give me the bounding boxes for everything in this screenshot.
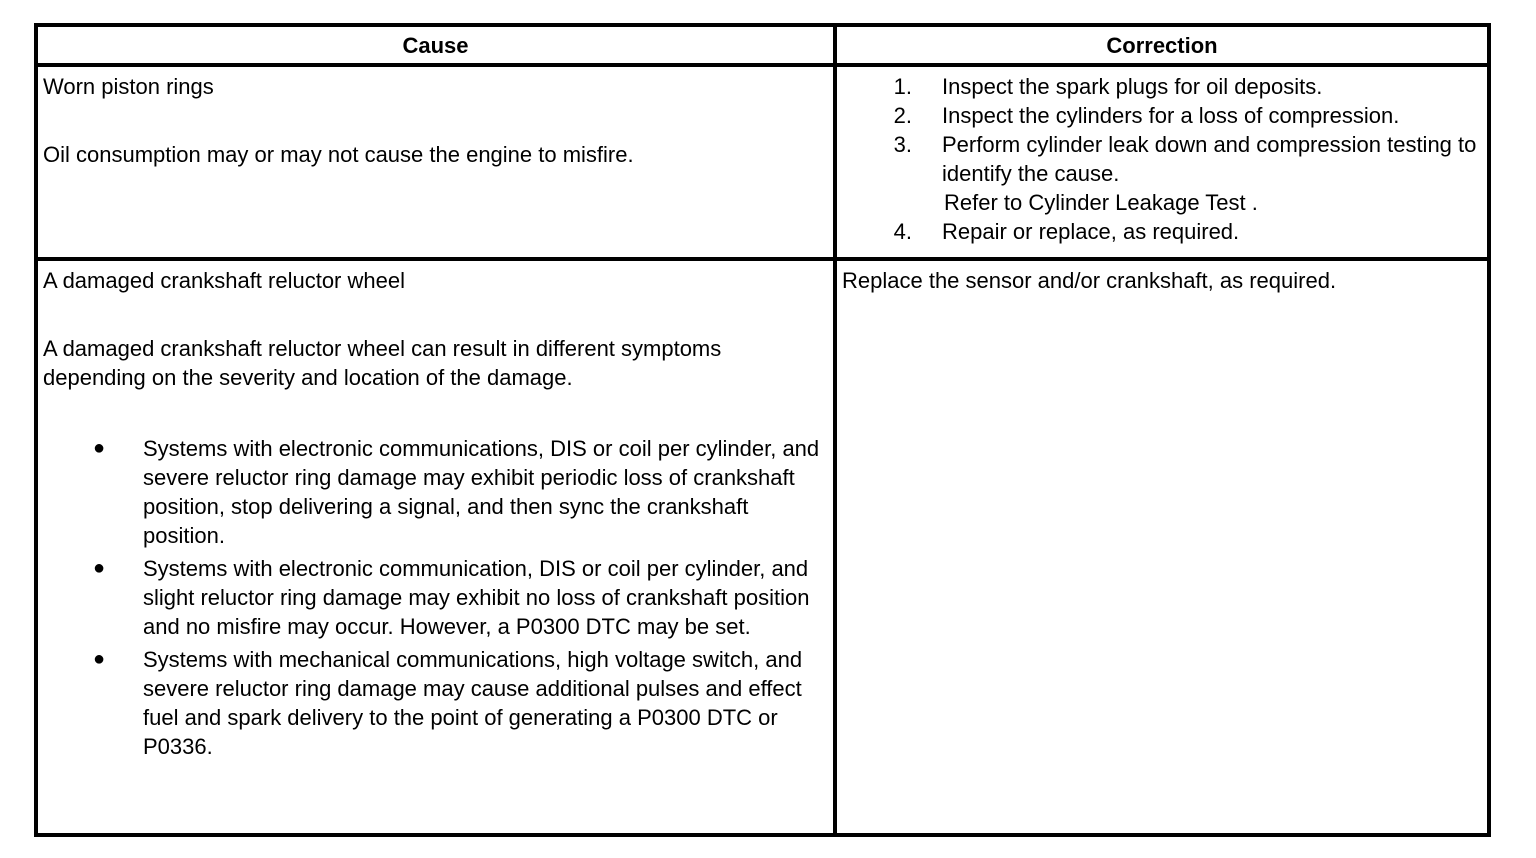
list-item: [837, 130, 1483, 188]
table-row: [36, 65, 1489, 259]
step-number: 2.: [893, 103, 912, 128]
bullet-icon: ●: [93, 557, 106, 579]
cause-title: Worn piston rings: [43, 74, 214, 99]
symptom-list: [43, 434, 829, 761]
list-item: [837, 72, 1483, 101]
cause-cell: [36, 65, 835, 259]
list-item: [43, 554, 829, 641]
bullet-icon: ●: [93, 437, 106, 459]
correction-cell: [835, 259, 1489, 835]
diagnostic-table: [34, 23, 1491, 837]
cause-cell: [36, 259, 835, 835]
correction-steps: [837, 72, 1483, 188]
cause-description: A damaged crankshaft reluctor wheel can result in different symptoms depending on the severity and location of the damage.: [43, 336, 722, 390]
header-correction: Correction: [835, 25, 1489, 65]
list-item: [43, 434, 829, 550]
step-number: 1.: [893, 74, 912, 99]
header-row: [36, 25, 1489, 65]
cause-title: A damaged crankshaft reluctor wheel: [43, 268, 405, 293]
list-item: [837, 217, 1483, 246]
step-number: 3.: [893, 132, 912, 157]
correction-text: Replace the sensor and/or crankshaft, as required.: [842, 268, 1337, 293]
bullet-text: Systems with mechanical communications, high voltage switch, and severe reluctor ring damage may cause additional pulses and effect fuel and spark delivery to the point of generating a P0300 DTC or P0336.: [143, 647, 803, 759]
step-text: Perform cylinder leak down and compression testing to identify the cause.: [942, 132, 1477, 186]
step-text: Inspect the spark plugs for oil deposits.: [942, 74, 1323, 99]
cause-description: Oil consumption may or may not cause the engine to misfire.: [43, 142, 634, 167]
correction-cell: [835, 65, 1489, 259]
list-item: [43, 645, 829, 761]
table-row: [36, 259, 1489, 835]
step-text: Inspect the cylinders for a loss of compression.: [942, 103, 1400, 128]
header-cause: Cause: [36, 25, 835, 65]
step-number: 4.: [893, 219, 912, 244]
step-text: Repair or replace, as required.: [942, 219, 1240, 244]
bullet-text: Systems with electronic communications, DIS or coil per cylinder, and severe reluctor ring damage may exhibit periodic loss of crankshaft position, stop delivering a signal, and then sync the crankshaft position.: [143, 436, 820, 548]
list-item: [837, 101, 1483, 130]
bullet-icon: ●: [93, 648, 106, 670]
bullet-text: Systems with electronic communication, DIS or coil per cylinder, and slight reluctor ring damage may exhibit no loss of crankshaft position and no misfire may occur. However, a P0300 DTC may be set.: [143, 556, 810, 639]
reference-link[interactable]: Refer to Cylinder Leakage Test .: [944, 190, 1258, 215]
